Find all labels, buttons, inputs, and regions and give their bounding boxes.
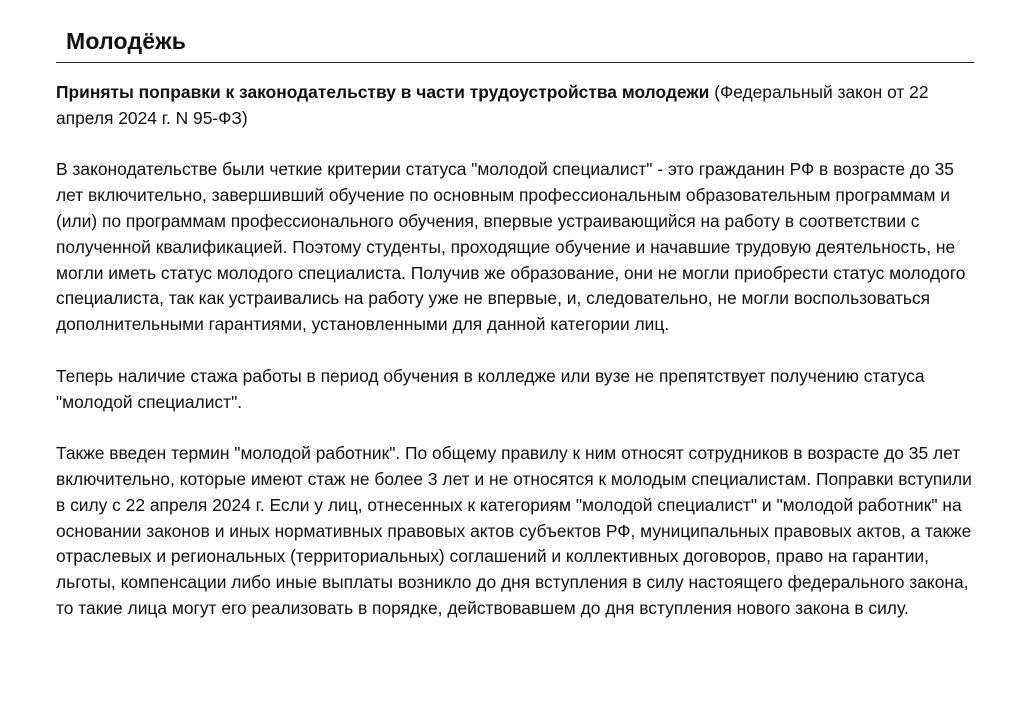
title-divider	[56, 62, 974, 63]
article-paragraph-3: Также введен термин "молодой работник". По общему правилу к ним относят сотрудников в возрасте до 35 лет включительно, которые имеют стаж не более 3 лет и не относятся к молодым специалистам. Поправки вступили в силу с 22 апреля 2024 г. Если у лиц, отнесенных к категориям "молодой специалист" и "молодой работник" на основании законов и иных нормативных правовых актов субъектов РФ, муниципальных правовых актов, а также отраслевых и региональных (территориальных) соглашений и коллективных договоров, право на гарантии, льготы, компенсации либо иные выплаты возникло до дня вступления в силу настоящего федерального закона, то такие лица могут его реализовать в порядке, действовавшем до дня вступления нового закона в силу.	[56, 443, 972, 618]
article-source: (Федеральный закон от 22 апреля 2024 г. N 95-ФЗ)	[56, 82, 929, 128]
article-paragraph-1: В законодательстве были четкие критерии статуса "молодой специалист" - это гражданин РФ в возрасте до 35 лет включительно, завершивший обучение по основным профессиональным образовательным программам и (или) по программам профессионального обучения, впервые устраивающийся на работу в соответствии с полученной квалификацией. Поэтому студенты, проходящие обучение и начавшие трудовую деятельность, не могли иметь статус молодого специалиста. Получив же образование, они не могли приобрести статус молодого специалиста, так как устраивались на работу уже не впервые, и, следовательно, не могли воспользоваться дополнительными гарантиями, установленными для данной категории лиц.	[56, 159, 966, 335]
section-title: Молодёжь	[66, 28, 187, 54]
article-headline: Приняты поправки к законодательству в части трудоустройства молодежи	[56, 82, 710, 102]
article-lead	[56, 80, 981, 132]
article-paragraph-2: Теперь наличие стажа работы в период обучения в колледже или вузе не препятствует получению статуса "молодой специалист".	[56, 365, 925, 412]
article-body	[56, 80, 981, 622]
